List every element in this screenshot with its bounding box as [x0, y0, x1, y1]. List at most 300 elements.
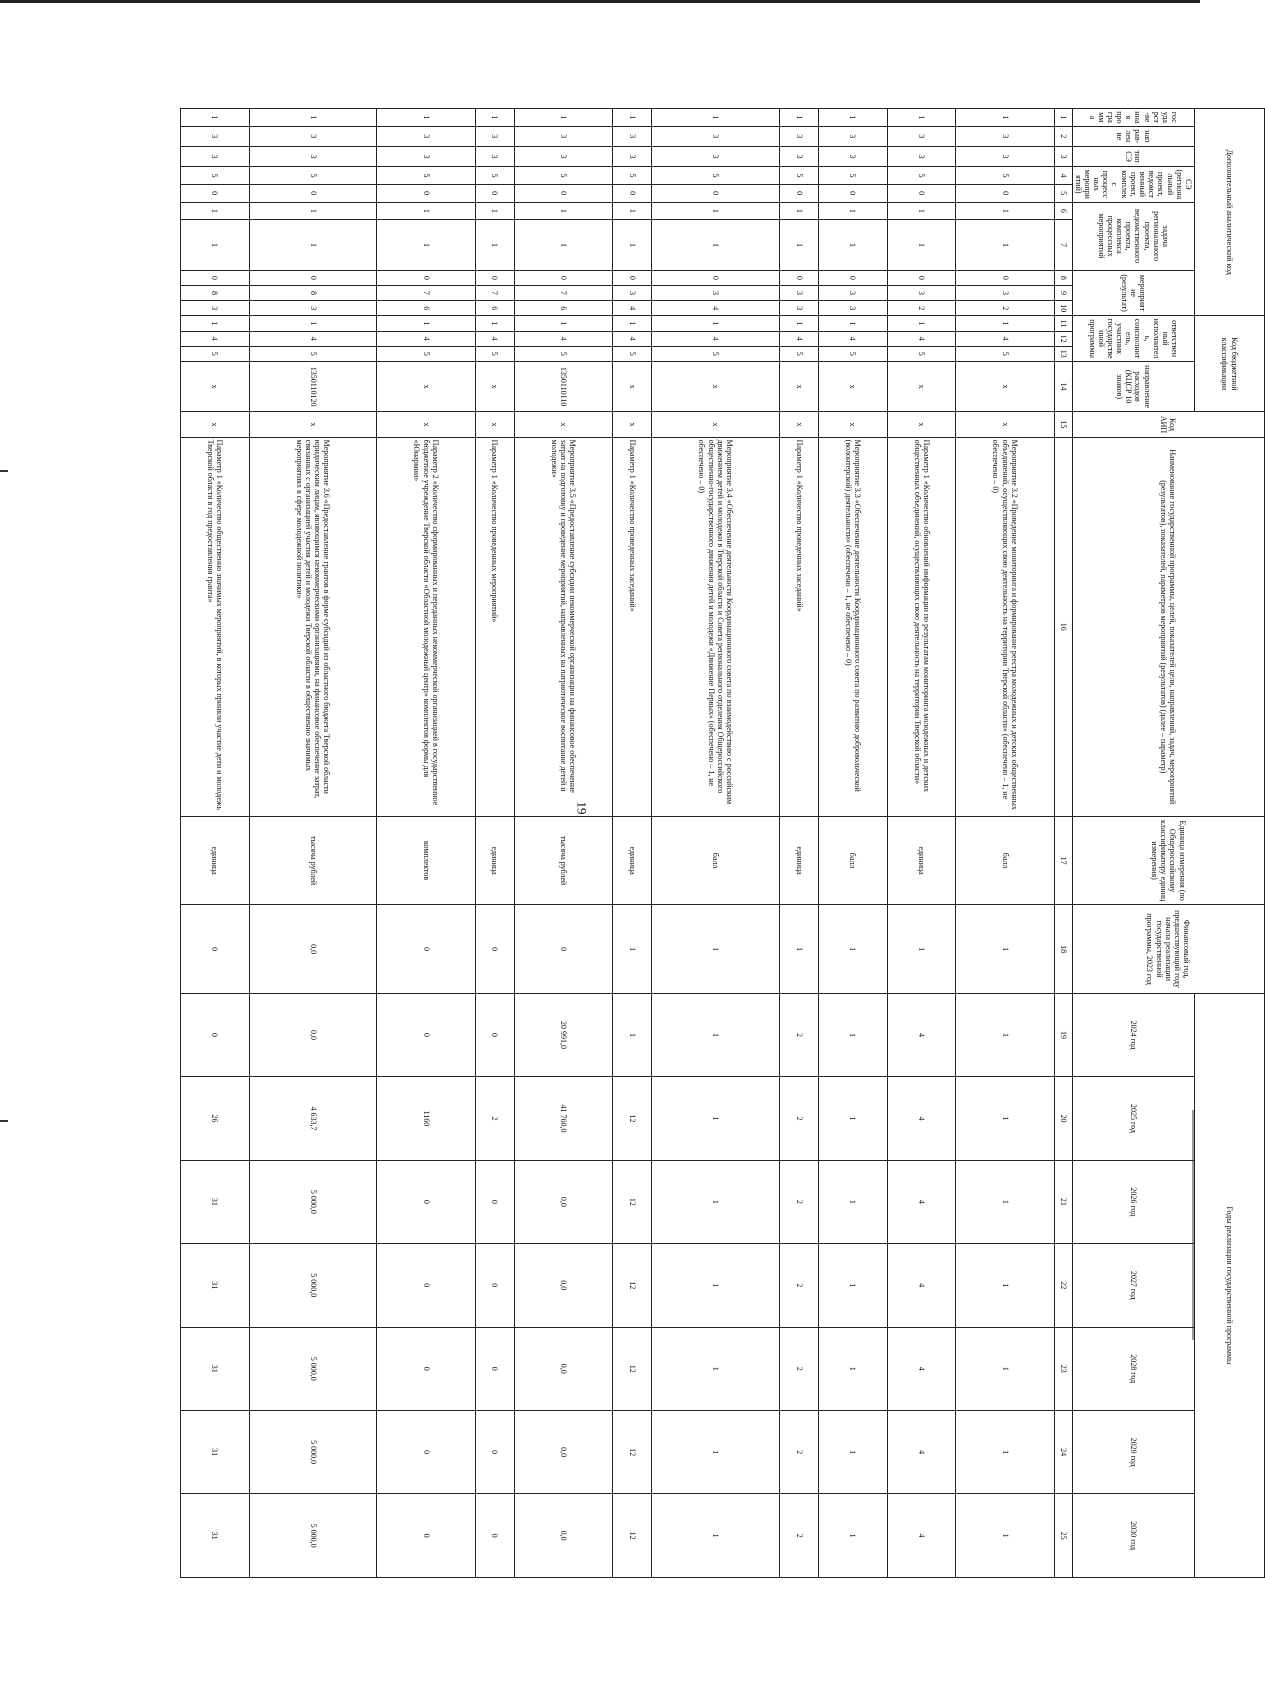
code-cell-10: 4: [652, 301, 780, 316]
column-number: 20: [1054, 1077, 1072, 1160]
row-unit: балл: [819, 816, 888, 904]
code-cell-3: 3: [779, 146, 818, 166]
row-year-value: 0: [181, 993, 250, 1076]
code-cell-5: 0: [819, 184, 888, 202]
code-cell-5: 0: [181, 184, 250, 202]
column-number: 4: [1054, 167, 1072, 185]
column-number: 16: [1054, 437, 1072, 816]
row-year-value: 1: [819, 1410, 888, 1493]
code-cell-14: x: [887, 361, 956, 412]
row-year-value: 1: [956, 1160, 1054, 1243]
table-row: [377, 109, 475, 1578]
code-cell-5: 0: [514, 184, 612, 202]
code-cell-11: 1: [779, 316, 818, 331]
code-cell-5: 0: [956, 184, 1054, 202]
code-cell-3: 3: [887, 146, 956, 166]
row-name: Мероприятие 3.5 «Предоставление субсидии некоммерческой организации на финансовое обеспечение затрат на подготовку и проведение мероприятий, направленных на патриотическое воспитание детей и молодежи»: [514, 437, 612, 816]
column-number: 21: [1054, 1160, 1072, 1243]
code-cell-7: 1: [181, 220, 250, 271]
column-number: 10: [1054, 301, 1072, 316]
code-cell-5: 0: [377, 184, 475, 202]
column-number: 19: [1054, 993, 1072, 1076]
code-cell-15: x: [181, 412, 250, 437]
row-base-year-value: 0: [514, 905, 612, 993]
code-cell-1: 1: [181, 109, 250, 127]
header-year-2025: 2025 год: [1072, 1077, 1194, 1160]
row-base-year-value: 1: [652, 905, 780, 993]
code-cell-12: 4: [377, 331, 475, 346]
code-cell-1: 1: [819, 109, 888, 127]
row-year-value: 0,0: [514, 1327, 612, 1410]
row-year-value: 1: [652, 1244, 780, 1327]
row-base-year-value: 1: [613, 905, 652, 993]
table-row: [475, 109, 514, 1578]
code-cell-15: x: [613, 412, 652, 437]
code-cell-8: 0: [652, 270, 780, 285]
code-cell-14: x: [181, 361, 250, 412]
code-cell-9: 8: [181, 285, 250, 300]
code-cell-9: 3: [652, 285, 780, 300]
code-cell-15: x: [514, 412, 612, 437]
code-cell-4: 5: [249, 167, 377, 185]
code-cell-13: 5: [613, 346, 652, 361]
column-number: 15: [1054, 412, 1072, 437]
row-year-value: 0: [475, 1160, 514, 1243]
code-cell-1: 1: [887, 109, 956, 127]
column-number: 7: [1054, 220, 1072, 271]
code-cell-4: 5: [819, 167, 888, 185]
code-cell-4: 5: [956, 167, 1054, 185]
row-year-value: 1: [956, 1244, 1054, 1327]
row-base-year-value: 0,0: [249, 905, 377, 993]
column-number: 25: [1054, 1494, 1072, 1578]
row-year-value: 1: [819, 1077, 888, 1160]
row-year-value: 0: [377, 1160, 475, 1243]
row-year-value: 2: [779, 993, 818, 1076]
code-cell-13: 5: [377, 346, 475, 361]
code-cell-10: 4: [613, 301, 652, 316]
code-cell-15: x: [819, 412, 888, 437]
row-year-value: 1: [819, 1327, 888, 1410]
code-cell-13: 5: [514, 346, 612, 361]
row-year-value: 12: [613, 1494, 652, 1578]
code-cell-4: 5: [475, 167, 514, 185]
code-cell-13: 5: [819, 346, 888, 361]
header-aip: Код АИП: [1072, 412, 1264, 437]
code-cell-14: x: [377, 361, 475, 412]
header-event: мероприятие (результат): [1072, 270, 1194, 316]
row-year-value: 1: [956, 993, 1054, 1076]
code-cell-8: 0: [956, 270, 1054, 285]
code-cell-12: 4: [514, 331, 612, 346]
row-year-value: 5 000,0: [249, 1244, 377, 1327]
code-cell-9: 7: [514, 285, 612, 300]
code-cell-1: 1: [779, 109, 818, 127]
code-cell-1: 1: [956, 109, 1054, 127]
code-cell-11: 1: [887, 316, 956, 331]
row-year-value: 26: [181, 1077, 250, 1160]
code-cell-7: 1: [475, 220, 514, 271]
row-year-value: 1: [652, 1077, 780, 1160]
code-cell-10: 3: [819, 301, 888, 316]
code-cell-8: 0: [475, 270, 514, 285]
row-unit: тысяча рублей: [249, 816, 377, 904]
row-name: Параметр 1 «Количество общественно значимых мероприятий, в которых приняли участие дети и молодежь Тверской области в год предоставления гранта»: [181, 437, 250, 816]
row-base-year-value: 0: [377, 905, 475, 993]
code-cell-14: x: [956, 361, 1054, 412]
row-name: Параметр 1 «Количество обновлений информации по результатам мониторинга молодежных и детских общественных объединений, осуществляющих свою деятельность на территории Тверской области»: [887, 437, 956, 816]
code-cell-13: 5: [779, 346, 818, 361]
code-cell-1: 1: [613, 109, 652, 127]
code-cell-11: 1: [652, 316, 780, 331]
row-year-value: 0: [377, 1327, 475, 1410]
row-unit: балл: [956, 816, 1054, 904]
row-base-year-value: 0: [181, 905, 250, 993]
code-cell-15: x: [377, 412, 475, 437]
code-cell-14: x: [779, 361, 818, 412]
column-number: 1: [1054, 109, 1072, 127]
code-cell-1: 1: [377, 109, 475, 127]
header-name: Наименование государственной программы, целей, показателей цели, направлений, задач, мероприятий (результатов), показателей, параметров мероприятий (результатов) (далее – параметр): [1072, 437, 1264, 816]
code-cell-8: 0: [887, 270, 956, 285]
code-cell-3: 3: [249, 146, 377, 166]
row-year-value: 1: [613, 993, 652, 1076]
row-year-value: 0: [475, 1410, 514, 1493]
code-cell-8: 0: [613, 270, 652, 285]
row-year-value: 0: [475, 1244, 514, 1327]
row-unit: единица: [181, 816, 250, 904]
code-cell-7: 1: [887, 220, 956, 271]
code-cell-2: 3: [475, 126, 514, 146]
code-cell-6: 1: [249, 202, 377, 220]
row-year-value: 20 991,0: [514, 993, 612, 1076]
row-year-value: 0: [377, 1244, 475, 1327]
row-year-value: 1: [819, 1160, 888, 1243]
code-cell-15: x: [956, 412, 1054, 437]
code-cell-10: 2: [887, 301, 956, 316]
row-year-value: 5 000,0: [249, 1494, 377, 1578]
code-cell-10: 3: [249, 301, 377, 316]
row-year-value: 4: [887, 1327, 956, 1410]
code-cell-3: 3: [956, 146, 1054, 166]
code-cell-13: 5: [652, 346, 780, 361]
row-year-value: 0: [475, 1327, 514, 1410]
code-cell-12: 4: [819, 331, 888, 346]
row-year-value: 31: [181, 1160, 250, 1243]
scan-top-edge: [0, 0, 1200, 3]
header-unit: Единица измерения (по Общероссийскому классификатору единиц измерения): [1072, 816, 1264, 904]
row-year-value: 1: [819, 993, 888, 1076]
row-year-value: 2: [779, 1077, 818, 1160]
scan-edge-mark: [0, 1120, 8, 1122]
code-cell-11: 1: [475, 316, 514, 331]
code-cell-2: 3: [181, 126, 250, 146]
code-cell-3: 3: [377, 146, 475, 166]
row-year-value: 0: [475, 1494, 514, 1578]
header-year-2029: 2029 год: [1072, 1410, 1194, 1493]
code-cell-5: 0: [249, 184, 377, 202]
code-cell-6: 1: [779, 202, 818, 220]
row-year-value: 41 760,0: [514, 1077, 612, 1160]
row-year-value: 2: [779, 1410, 818, 1493]
row-name: Мероприятие 3.2 «Проведение мониторинга и формирование реестра молодежных и детских общественных объединений, осуществляющих свою деятельность на территории Тверской области» (обеспечено – 1, не обеспечено – 0): [956, 437, 1054, 816]
row-unit: единица: [779, 816, 818, 904]
program-table: [180, 108, 1265, 1578]
column-number: 13: [1054, 346, 1072, 361]
code-cell-7: 1: [613, 220, 652, 271]
code-cell-9: 3: [779, 285, 818, 300]
row-year-value: 31: [181, 1244, 250, 1327]
code-cell-6: 1: [475, 202, 514, 220]
code-cell-12: 4: [779, 331, 818, 346]
code-cell-11: 1: [514, 316, 612, 331]
column-number: 8: [1054, 270, 1072, 285]
row-year-value: 0: [475, 993, 514, 1076]
row-unit: единица: [887, 816, 956, 904]
code-cell-13: 5: [956, 346, 1054, 361]
code-cell-9: 8: [249, 285, 377, 300]
header-year-2030: 2030 год: [1072, 1494, 1194, 1578]
table-row: [613, 109, 652, 1578]
code-cell-6: 1: [514, 202, 612, 220]
row-name: Параметр 1 «Количество проведенных мероприятий»: [475, 437, 514, 816]
code-cell-7: 1: [652, 220, 780, 271]
table-row: [956, 109, 1054, 1578]
code-cell-7: 1: [956, 220, 1054, 271]
code-cell-12: 4: [613, 331, 652, 346]
row-base-year-value: 1: [779, 905, 818, 993]
code-cell-10: 6: [377, 301, 475, 316]
code-cell-2: 3: [887, 126, 956, 146]
row-year-value: 4: [887, 1244, 956, 1327]
code-cell-8: 0: [514, 270, 612, 285]
row-name: Мероприятие 3.3 «Обеспечение деятельности Координационного совета по развитию добровольческой (волонтерской) деятельности» (обеспечено – 1, не обеспечено – 0): [819, 437, 888, 816]
row-year-value: 0: [377, 1410, 475, 1493]
code-cell-8: 0: [377, 270, 475, 285]
code-cell-5: 0: [613, 184, 652, 202]
row-name: Параметр 2 «Количество сформированных и переданных некоммерческой организацией в государственное бюджетное учреждение Тверской области «Областной молодежный центр» комплектов формы для «Юнармии»: [377, 437, 475, 816]
code-cell-9: 3: [887, 285, 956, 300]
code-cell-8: 0: [181, 270, 250, 285]
column-number: 23: [1054, 1327, 1072, 1410]
column-number: 12: [1054, 331, 1072, 346]
column-number: 11: [1054, 316, 1072, 331]
code-cell-5: 0: [475, 184, 514, 202]
row-unit: балл: [652, 816, 780, 904]
code-cell-2: 3: [956, 126, 1054, 146]
column-number: 18: [1054, 905, 1072, 993]
column-number: 24: [1054, 1410, 1072, 1493]
code-cell-13: 5: [887, 346, 956, 361]
row-year-value: 31: [181, 1327, 250, 1410]
row-year-value: 1: [819, 1244, 888, 1327]
row-year-value: 0,0: [514, 1410, 612, 1493]
code-cell-14: x: [819, 361, 888, 412]
code-cell-4: 5: [613, 167, 652, 185]
row-year-value: 5 000,0: [249, 1327, 377, 1410]
header-executor: ответственный исполнитель, соисполнитель, участник государственной программы: [1072, 316, 1194, 361]
code-cell-10: 3: [181, 301, 250, 316]
row-year-value: 4: [887, 993, 956, 1076]
row-year-value: 0,0: [514, 1160, 612, 1243]
row-base-year-value: 0: [475, 905, 514, 993]
code-cell-11: 1: [613, 316, 652, 331]
code-cell-9: 3: [819, 285, 888, 300]
header-year-2028: 2028 год: [1072, 1327, 1194, 1410]
code-cell-8: 0: [779, 270, 818, 285]
code-cell-2: 3: [819, 126, 888, 146]
row-year-value: 12: [613, 1327, 652, 1410]
row-year-value: 1160: [377, 1077, 475, 1160]
code-cell-3: 3: [613, 146, 652, 166]
code-cell-11: 1: [377, 316, 475, 331]
row-year-value: 0,0: [514, 1494, 612, 1578]
header-se: СЭ (региональный проект, ведомственный проект, комплекс процессных мероприятий): [1072, 167, 1194, 202]
code-cell-10: 6: [475, 301, 514, 316]
code-cell-5: 0: [779, 184, 818, 202]
code-cell-10: 2: [956, 301, 1054, 316]
table-row: [779, 109, 818, 1578]
table-row: [181, 109, 250, 1578]
row-year-value: 0: [377, 1494, 475, 1578]
row-year-value: 12: [613, 1244, 652, 1327]
code-cell-14: 1350110110: [514, 361, 612, 412]
rotated-table-wrapper: [180, 108, 1265, 1578]
row-year-value: 1: [956, 1410, 1054, 1493]
header-budget-group: Код бюджетной классификации: [1195, 316, 1265, 412]
code-cell-11: 1: [249, 316, 377, 331]
header-year-2027: 2027 год: [1072, 1244, 1194, 1327]
code-cell-1: 1: [514, 109, 612, 127]
row-year-value: 2: [475, 1077, 514, 1160]
header-year-2024: 2024 год: [1072, 993, 1194, 1076]
code-cell-12: 4: [887, 331, 956, 346]
code-cell-4: 5: [887, 167, 956, 185]
code-cell-3: 3: [652, 146, 780, 166]
code-cell-7: 1: [779, 220, 818, 271]
code-cell-13: 5: [475, 346, 514, 361]
table-row: [887, 109, 956, 1578]
row-year-value: 1: [652, 1494, 780, 1578]
code-cell-6: 1: [181, 202, 250, 220]
header-fin-year: Финансовый год, предшествующий году начала реализации государственной программы, 2023 год: [1072, 905, 1264, 993]
code-cell-4: 5: [779, 167, 818, 185]
row-year-value: 2: [779, 1244, 818, 1327]
code-cell-1: 1: [475, 109, 514, 127]
header-analytic-group: Дополнительный аналитический код: [1195, 109, 1265, 316]
code-cell-10: 3: [779, 301, 818, 316]
code-cell-2: 3: [652, 126, 780, 146]
row-year-value: 0,0: [249, 993, 377, 1076]
code-cell-11: 1: [181, 316, 250, 331]
code-cell-9: 7: [377, 285, 475, 300]
row-year-value: 31: [181, 1410, 250, 1493]
row-year-value: 4 633,7: [249, 1077, 377, 1160]
table-row: [819, 109, 888, 1578]
row-year-value: 1: [819, 1494, 888, 1578]
code-cell-3: 3: [181, 146, 250, 166]
scan-edge-mark: [0, 470, 8, 472]
code-cell-14: x: [613, 361, 652, 412]
code-cell-12: 4: [652, 331, 780, 346]
row-year-value: 4: [887, 1410, 956, 1493]
code-cell-15: x: [249, 412, 377, 437]
code-cell-10: 6: [514, 301, 612, 316]
code-cell-6: 1: [887, 202, 956, 220]
row-year-value: 0: [377, 993, 475, 1076]
row-year-value: 0,0: [514, 1244, 612, 1327]
row-unit: единица: [613, 816, 652, 904]
row-unit: единица: [475, 816, 514, 904]
code-cell-13: 5: [181, 346, 250, 361]
row-name: Мероприятие 3.6 «Предоставление грантов в форме субсидий из областного бюджета Тверской области юридическим лицам, являющимся некоммерческими организациями, на финансовое обеспечение затрат, связанных с организацией участия детей и молодежи Тверской области в общественно значимых мероприятиях в сфере молодежной политики»: [249, 437, 377, 816]
page-number: 19: [574, 801, 590, 815]
code-cell-5: 0: [887, 184, 956, 202]
row-year-value: 2: [779, 1327, 818, 1410]
code-cell-6: 1: [956, 202, 1054, 220]
code-cell-6: 1: [377, 202, 475, 220]
row-year-value: 5 000,0: [249, 1160, 377, 1243]
code-cell-3: 3: [819, 146, 888, 166]
row-base-year-value: 1: [819, 905, 888, 993]
code-cell-8: 0: [249, 270, 377, 285]
code-cell-1: 1: [652, 109, 780, 127]
row-name: Параметр 1 «Количество проведенных заседаний»: [613, 437, 652, 816]
code-cell-12: 4: [956, 331, 1054, 346]
code-cell-8: 0: [819, 270, 888, 285]
header-years-group: Годы реализации государственной программы: [1195, 993, 1265, 1577]
code-cell-9: 7: [475, 285, 514, 300]
code-cell-7: 1: [819, 220, 888, 271]
row-year-value: 12: [613, 1410, 652, 1493]
code-cell-14: 1350110120: [249, 361, 377, 412]
row-year-value: 1: [652, 1160, 780, 1243]
code-cell-4: 5: [181, 167, 250, 185]
code-cell-2: 3: [377, 126, 475, 146]
row-year-value: 1: [652, 1327, 780, 1410]
row-year-value: 5 000,0: [249, 1410, 377, 1493]
header-year-2026: 2026 год: [1072, 1160, 1194, 1243]
header-type: тип СЭ: [1072, 146, 1194, 166]
header-task: задача регионального проекта, ведомственного проекта, комплекса процессных мероприятий: [1072, 202, 1194, 270]
code-cell-2: 3: [779, 126, 818, 146]
column-number: 17: [1054, 816, 1072, 904]
code-cell-3: 3: [475, 146, 514, 166]
row-year-value: 4: [887, 1077, 956, 1160]
column-number: 22: [1054, 1244, 1072, 1327]
row-name: Мероприятие 3.4 «Обеспечение деятельности Координационного совета по взаимодействию с российским движением детей и молодежи в Тверской области и Совета регионального отделения Общероссийского общественно-государственного движения детей и молодежи «Движение Первых» (обеспечено – 1, не обеспечено – 0): [652, 437, 780, 816]
code-cell-6: 1: [613, 202, 652, 220]
row-base-year-value: 1: [887, 905, 956, 993]
code-cell-9: 3: [613, 285, 652, 300]
code-cell-7: 1: [249, 220, 377, 271]
column-number: 9: [1054, 285, 1072, 300]
code-cell-7: 1: [514, 220, 612, 271]
code-cell-6: 1: [652, 202, 780, 220]
code-cell-11: 1: [819, 316, 888, 331]
code-cell-2: 3: [249, 126, 377, 146]
column-number: 3: [1054, 146, 1072, 166]
code-cell-6: 1: [819, 202, 888, 220]
row-year-value: 4: [887, 1160, 956, 1243]
row-unit: комплектов: [377, 816, 475, 904]
code-cell-15: x: [887, 412, 956, 437]
row-year-value: 31: [181, 1494, 250, 1578]
row-base-year-value: 1: [956, 905, 1054, 993]
code-cell-14: x: [652, 361, 780, 412]
row-year-value: 12: [613, 1077, 652, 1160]
code-cell-5: 0: [652, 184, 780, 202]
